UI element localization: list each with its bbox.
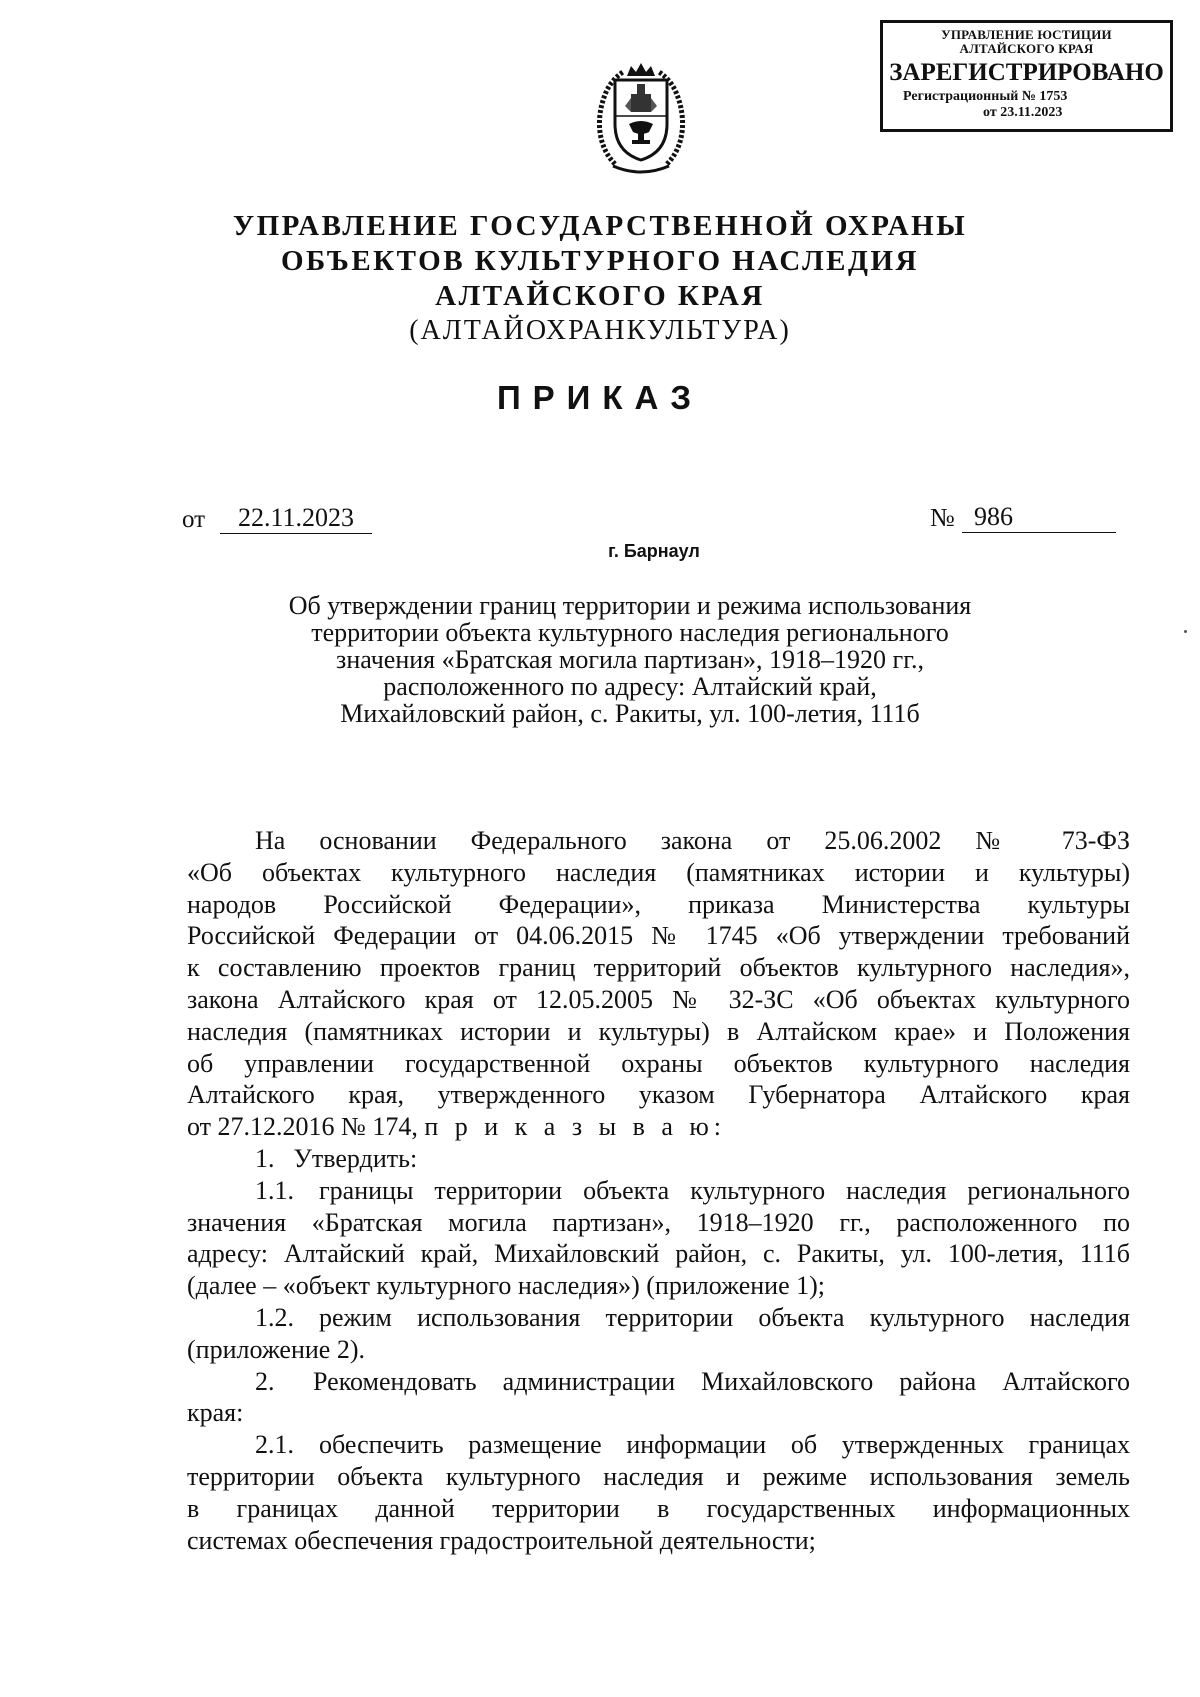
document-date: 22.11.2023 — [220, 503, 372, 534]
subject-line: Михайловский район, с. Ракиты, ул. 100-летия, 111б — [340, 699, 920, 728]
body-line: значения «Братская могила партизан», 1918–1920 гг., расположенного по — [187, 1207, 1130, 1237]
altai-coat-of-arms-icon — [593, 60, 689, 178]
list-item-1-2 — [187, 1302, 1130, 1334]
org-name-line2: ОБЪЕКТОВ КУЛЬТУРНОГО НАСЛЕДИЯ — [281, 245, 919, 277]
list-item-2-1 — [187, 1429, 1130, 1461]
stamp-authority-line1: УПРАВЛЕНИЕ ЮСТИЦИИ — [941, 27, 1112, 42]
body-line: системах обеспечения градостроительной деятельности; — [187, 1525, 816, 1555]
org-name-line1: УПРАВЛЕНИЕ ГОСУДАРСТВЕННОЙ ОХРАНЫ — [232, 210, 968, 242]
document-body — [187, 825, 1130, 1556]
body-line: края: — [187, 1398, 244, 1428]
list-item-1 — [187, 1143, 1130, 1175]
item-text: режим использования территории объекта культурного наследия — [319, 1302, 1130, 1332]
body-line: в границах данной территории в государственных информационных — [187, 1493, 1130, 1523]
body-text: от 27.12.2016 № 174, — [187, 1112, 418, 1142]
body-line: территории объекта культурного наследия и режиме использования земель — [187, 1461, 1130, 1491]
list-item-1-1 — [187, 1175, 1130, 1207]
item-number: 1.1. — [255, 1175, 294, 1205]
body-line: об управлении государственной охраны объектов культурного наследия — [187, 1048, 1130, 1078]
item-text: Рекомендовать администрации Михайловского района Алтайского — [313, 1366, 1130, 1396]
subject-line: территории объекта культурного наследия регионального — [311, 618, 949, 647]
scan-speck — [1184, 630, 1187, 633]
order-word: п р и к а з ы в а ю: — [424, 1112, 727, 1142]
body-line: к составлению проектов границ территорий объектов культурного наследия», — [187, 953, 1130, 983]
item-number: 1.2. — [255, 1302, 294, 1332]
body-line — [187, 1111, 1130, 1143]
registration-stamp — [880, 20, 1173, 132]
document-number: 986 — [962, 502, 1116, 533]
body-line: (далее – «объект культурного наследия») (приложение 1); — [187, 1271, 825, 1301]
body-line: На основании Федерального закона от 25.06.2002 № 73-ФЗ — [255, 826, 1130, 855]
body-line: наследия (памятниках истории и культуры) в Алтайском крае» и Положения — [187, 1016, 1130, 1046]
document-city: г. Барнаул — [608, 541, 700, 561]
stamp-date: от 23.11.2023 — [983, 105, 1063, 120]
item-text: Утвердить: — [293, 1143, 418, 1173]
subject-line: расположенного по адресу: Алтайский край, — [383, 672, 877, 701]
body-line: народов Российской Федерации», приказа Министерства культуры — [187, 889, 1130, 919]
number-label: № — [930, 503, 955, 532]
document-subject — [200, 592, 1060, 727]
body-line: Российской Федерации от 04.06.2015 № 1745 «Об утверждении требований — [187, 921, 1130, 951]
document-type-title: ПРИКАЗ — [496, 379, 704, 416]
body-line: Алтайского края, утвержденного указом Губернатора Алтайского края — [187, 1080, 1130, 1110]
stamp-registration-number: Регистрационный № 1753 — [903, 89, 1068, 104]
org-short-name: (АЛТАЙОХРАНКУЛЬТУРА) — [409, 315, 791, 346]
stamp-status: ЗАРЕГИСТРИРОВАНО — [889, 59, 1164, 86]
subject-line: Об утверждении границ территории и режима использования — [288, 591, 972, 620]
body-line: адресу: Алтайский край, Михайловский район, с. Ракиты, ул. 100-летия, 111б — [187, 1239, 1130, 1269]
item-number: 1. — [255, 1143, 275, 1173]
org-name-line3: АЛТАЙСКОГО КРАЯ — [435, 280, 765, 312]
body-line: «Об объектах культурного наследия (памятниках истории и культуры) — [187, 857, 1130, 887]
date-label: от — [182, 506, 206, 533]
item-text: обеспечить размещение информации об утвержденных границах — [319, 1430, 1130, 1460]
item-number: 2.1. — [255, 1430, 294, 1460]
body-line: закона Алтайского края от 12.05.2005 № 32-ЗС «Об объектах культурного — [187, 984, 1130, 1014]
stamp-authority-line2: АЛТАЙСКОГО КРАЯ — [959, 41, 1094, 56]
subject-line: значения «Братская могила партизан», 1918–1920 гг., — [336, 645, 924, 674]
list-item-2 — [187, 1366, 1130, 1398]
item-text: границы территории объекта культурного наследия регионального — [319, 1175, 1130, 1205]
body-line: (приложение 2). — [187, 1334, 366, 1364]
item-number: 2. — [255, 1366, 275, 1396]
